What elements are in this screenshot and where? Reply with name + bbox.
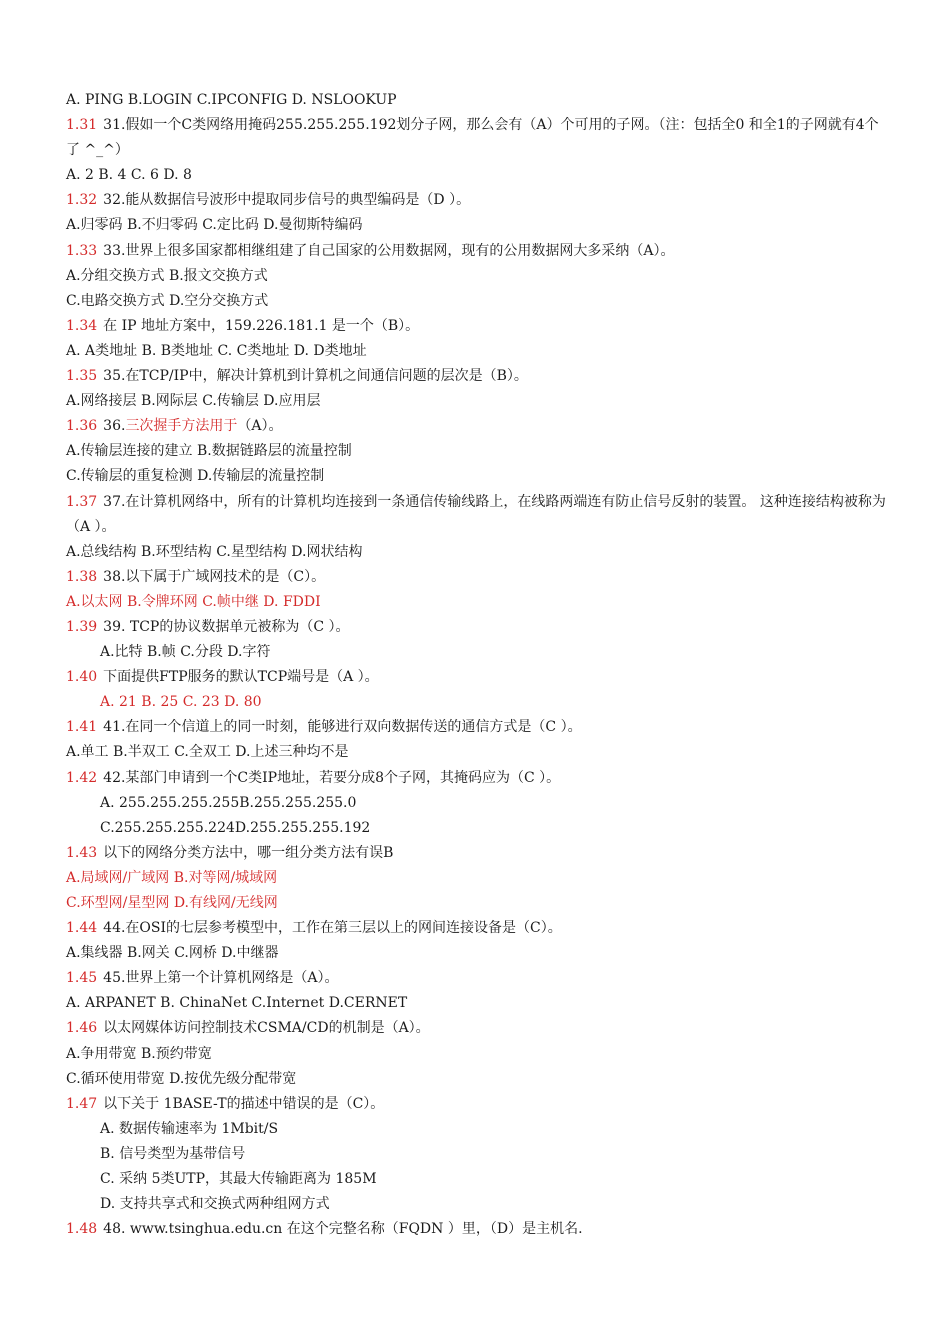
question-line: [66, 314, 886, 339]
question-line: [66, 766, 886, 791]
line-text: C.环型网/星型网 D.有线网/无线网: [66, 895, 278, 911]
option-line: [66, 289, 886, 314]
question-number: 1.38: [66, 568, 98, 585]
question-number: 1.44: [66, 920, 98, 937]
line-text: C.传输层的重复检测 D.传输层的流量控制: [66, 468, 325, 485]
question-number: 1.39: [66, 618, 98, 635]
option-line: [66, 891, 886, 916]
line-text: A. 数据传输速率为 1Mbit/S: [100, 1120, 279, 1137]
option-line: [66, 1067, 886, 1092]
line-text: 下面提供FTP服务的默认TCP端号是（A ）。: [103, 669, 379, 686]
question-number: 1.35: [66, 368, 98, 385]
line-text: 44.在OSI的七层参考模型中，工作在第三层以上的网间连接设备是（C）。: [103, 920, 562, 937]
option-line: [66, 88, 886, 113]
question-number: 1.37: [66, 493, 98, 510]
question-line: [66, 565, 886, 590]
line-text: A. ARPANET B. ChinaNet C.Internet D.CERNET: [66, 995, 408, 1012]
line-text: 39. TCP的协议数据单元被称为（C ）。: [103, 618, 350, 635]
line-text: 以下的网络分类方法中，哪一组分类方法有误B: [103, 844, 394, 861]
line-text: A.分组交换方式 B.报文交换方式: [66, 267, 268, 284]
option-line: [66, 991, 886, 1016]
line-text: C. 采纳 5类UTP，其最大传输距离为 185M: [100, 1171, 377, 1188]
line-text: A.网络接层 B.网际层 C.传输层 D.应用层: [66, 393, 321, 410]
question-line: [66, 615, 886, 640]
line-text: A.集线器 B.网关 C.网桥 D.中继器: [66, 945, 279, 962]
question-number: 1.47: [66, 1095, 98, 1112]
question-number: 1.48: [66, 1221, 98, 1238]
line-text: 35.在TCP/IP中，解决计算机到计算机之间通信问题的层次是（B）。: [103, 368, 528, 385]
option-line: [66, 540, 886, 565]
line-text: B. 信号类型为基带信号: [100, 1145, 246, 1162]
document-page: [66, 88, 886, 1242]
line-text: A. 255.255.255.255B.255.255.255.0: [100, 794, 357, 811]
option-line: [66, 590, 886, 615]
question-line: [66, 665, 886, 690]
line-text: 38.以下属于广域网技术的是（C）。: [103, 568, 326, 585]
question-line: [66, 364, 886, 389]
option-line: [66, 740, 886, 765]
option-line: [66, 791, 886, 816]
option-line: [66, 690, 886, 715]
line-text: 33.世界上很多国家都相继组建了自己国家的公用数据网，现有的公用数据网大多采纳（A）。: [103, 242, 675, 259]
option-line: [66, 464, 886, 489]
question-number: 1.36: [66, 418, 98, 435]
question-number: 1.43: [66, 844, 98, 861]
option-line: [66, 866, 886, 891]
line-text: 42.某部门申请到一个C类IP地址，若要分成8个子网，其掩码应为（C ）。: [103, 769, 561, 786]
line-text: A.总线结构 B.环型结构 C.星型结构 D.网状结构: [66, 543, 363, 560]
line-text: 以下关于 1BASE-T的描述中错误的是（C）。: [103, 1095, 385, 1112]
line-text: 37.在计算机网络中，所有的计算机均连接到一条通信传输线路上，在线路两端连有防止信号反射的装置。 这种连接结构被称为（A ）。: [66, 493, 886, 535]
question-line: [66, 414, 886, 439]
option-line: [66, 816, 886, 841]
line-text: A.局域网/广域网 B.对等网/城域网: [66, 869, 278, 886]
question-number: 1.31: [66, 117, 98, 134]
line-text: A.争用带宽 B.预约带宽: [66, 1045, 212, 1062]
option-line: [66, 1117, 886, 1142]
option-line: [66, 439, 886, 464]
question-number: 1.34: [66, 317, 98, 334]
question-number: 1.41: [66, 719, 98, 736]
question-number: 1.33: [66, 242, 98, 259]
option-line: [66, 264, 886, 289]
line-text: 45.世界上第一个计算机网络是（A）。: [103, 970, 339, 987]
line-text: C.255.255.255.224D.255.255.255.192: [100, 819, 371, 836]
question-number: 1.45: [66, 970, 98, 987]
question-line: [66, 188, 886, 213]
option-line: [66, 640, 886, 665]
line-text: A. 2 B. 4 C. 6 D. 8: [66, 167, 192, 184]
option-line: [66, 941, 886, 966]
line-text: 48. www.tsinghua.edu.cn 在这个完整名称（FQDN ）里，（D）是主机名.: [103, 1221, 583, 1238]
option-line: [66, 163, 886, 188]
option-line: [66, 1042, 886, 1067]
option-line: [66, 1192, 886, 1217]
question-number: 1.46: [66, 1020, 98, 1037]
line-text: A.传输层连接的建立 B.数据链路层的流量控制: [66, 443, 352, 460]
line-text: A. A类地址 B. B类地址 C. C类地址 D. D类地址: [66, 342, 367, 359]
line-text: 36.: [103, 418, 126, 435]
question-line: [66, 715, 886, 740]
option-line: [66, 339, 886, 364]
line-text: A.归零码 B.不归零码 C.定比码 D.曼彻斯特编码: [66, 217, 363, 234]
question-line: [66, 1016, 886, 1041]
line-text: A.比特 B.帧 C.分段 D.字符: [100, 644, 271, 661]
question-line: [66, 841, 886, 866]
option-line: [66, 1142, 886, 1167]
line-text: 在 IP 地址方案中，159.226.181.1 是一个（B）。: [103, 317, 420, 334]
question-number: 1.42: [66, 769, 98, 786]
question-line: [66, 1092, 886, 1117]
line-text: C.循环使用带宽 D.按优先级分配带宽: [66, 1070, 297, 1087]
line-text: A. 21 B. 25 C. 23 D. 80: [100, 694, 262, 711]
option-line: [66, 213, 886, 238]
line-text: C.电路交换方式 D.空分交换方式: [66, 292, 269, 309]
line-text: 以太网媒体访问控制技术CSMA/CD的机制是（A）。: [103, 1020, 430, 1037]
option-line: [66, 1167, 886, 1192]
line-text: 32.能从数据信号波形中提取同步信号的典型编码是（D ）。: [103, 192, 471, 209]
question-line: [66, 1217, 886, 1242]
question-line: [66, 916, 886, 941]
question-line: [66, 966, 886, 991]
option-line: [66, 389, 886, 414]
line-text: D. 支持共享式和交换式两种组网方式: [100, 1196, 330, 1213]
question-list: [66, 88, 886, 1242]
line-text: A.以太网 B.令牌环网 C.帧中继 D. FDDI: [66, 593, 321, 610]
line-tail: （A）。: [237, 418, 283, 435]
line-text: 31.假如一个C类网络用掩码255.255.255.192划分子网，那么会有（A）个可用的子网。（注：包括全0 和全1的子网就有4个了 ^_^）: [66, 117, 879, 159]
highlighted-text: 三次握手方法用于: [125, 418, 238, 435]
question-number: 1.32: [66, 192, 98, 209]
question-number: 1.40: [66, 669, 98, 686]
question-line: [66, 113, 886, 163]
question-line: [66, 239, 886, 264]
line-text: A.单工 B.半双工 C.全双工 D.上述三种均不是: [66, 744, 349, 761]
line-text: A. PING B.LOGIN C.IPCONFIG D. NSLOOKUP: [66, 92, 397, 108]
line-text: 41.在同一个信道上的同一时刻，能够进行双向数据传送的通信方式是（C ）。: [103, 719, 582, 736]
question-line: [66, 490, 886, 540]
